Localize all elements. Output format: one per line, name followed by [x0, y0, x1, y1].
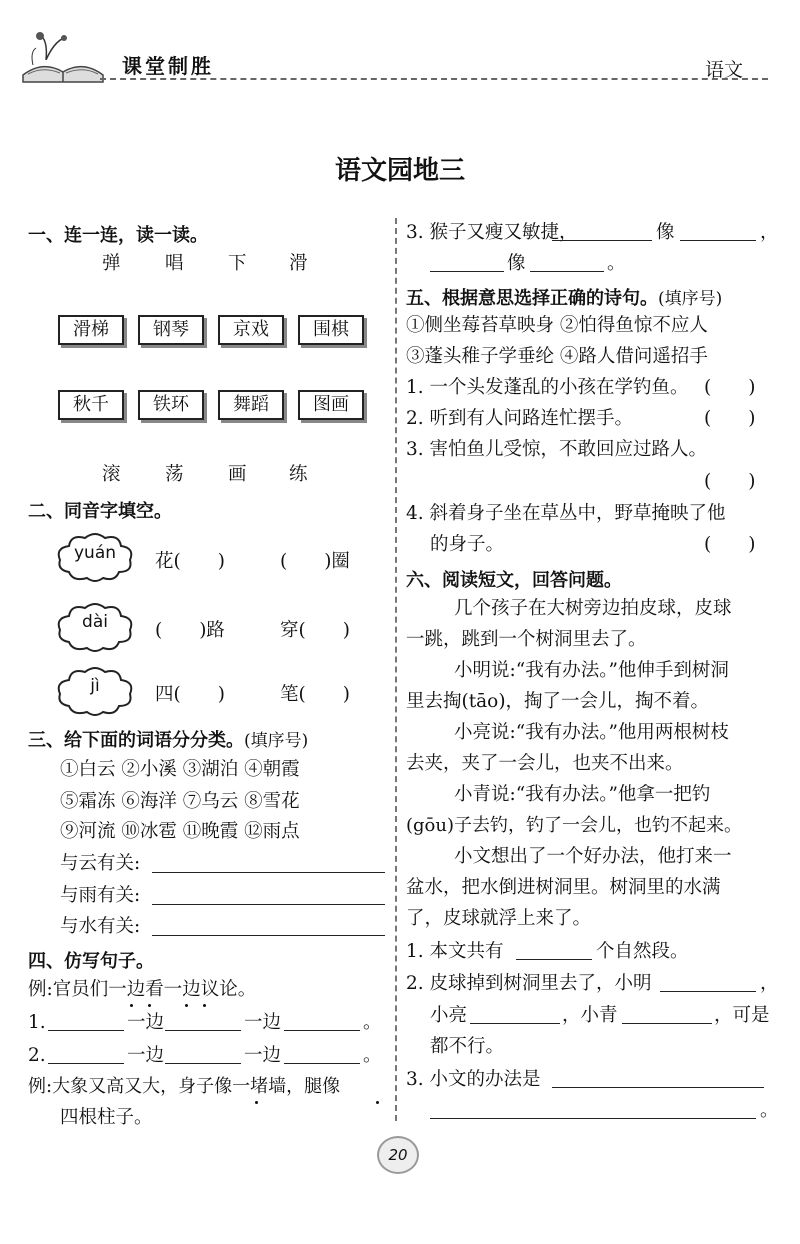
passage-line: 盆水，把水倒进树洞里。树洞里的水满 — [406, 877, 721, 898]
answer-line[interactable] — [152, 935, 385, 936]
section2-heading: 二、同音字填空。 — [28, 501, 172, 522]
question: ，可是 — [714, 1005, 770, 1026]
verb-xia: 下 — [228, 253, 247, 274]
answer-line[interactable] — [680, 240, 756, 241]
mid-text: 一边 — [244, 1045, 282, 1066]
passage-line: 一跳，跳到一个树洞里去了。 — [406, 629, 647, 650]
blank-si[interactable]: 四( ) — [155, 684, 225, 705]
emphasis-dot — [376, 1101, 379, 1104]
category-label: 与云有关: — [60, 853, 141, 874]
answer-line[interactable] — [48, 1063, 124, 1064]
passage-line: 小明说:“我有办法。”他伸手到树洞 — [454, 660, 729, 681]
header-logo-illustration — [18, 30, 108, 85]
passage-line: 几个孩子在大树旁边拍皮球，皮球 — [454, 598, 732, 619]
emphasis-dot — [255, 1101, 258, 1104]
period: 。 — [760, 1100, 779, 1121]
poem-options: ①侧坐莓苔草映身 ②怕得鱼惊不应人 — [406, 315, 708, 336]
passage-line: 去夹，夹了一会儿，也夹不出来。 — [406, 753, 684, 774]
pinyin-label: dài — [82, 612, 108, 632]
poem-options: ③蓬头稚子学垂纶 ④路人借问遥招手 — [406, 346, 708, 367]
answer-line[interactable] — [660, 991, 756, 992]
answer-line[interactable] — [552, 240, 652, 241]
answer-line[interactable] — [530, 271, 604, 272]
header-subject: 语文 — [705, 59, 744, 81]
word-box[interactable]: 铁环 — [138, 390, 204, 420]
question: 2. 皮球掉到树洞里去了，小明 — [406, 973, 652, 994]
passage-line: (gōu)子去钓，钓了一会儿，也钓不起来。 — [406, 815, 742, 836]
word-box[interactable]: 围棋 — [298, 315, 364, 345]
emphasis-dot — [130, 1004, 133, 1007]
line2-number: 2. — [28, 1045, 46, 1066]
section3-heading: 三、给下面的词语分分类。(填序号) — [28, 730, 309, 751]
verb-hua2: 画 — [228, 464, 247, 485]
word-box[interactable]: 京戏 — [218, 315, 284, 345]
blank-lu[interactable]: ( )路 — [155, 620, 225, 641]
header-brand: 课堂制胜 — [122, 54, 214, 78]
category-label: 与雨有关: — [60, 885, 141, 906]
category-label: 与水有关: — [60, 916, 141, 937]
question: 4. 斜着身子坐在草丛中，野草掩映了他 — [406, 503, 726, 524]
word-box[interactable]: 滑梯 — [58, 315, 124, 345]
answer-line[interactable] — [516, 959, 592, 960]
emphasis-dot — [148, 1004, 151, 1007]
example-sentence-2-cont: 四根柱子。 — [60, 1107, 153, 1128]
word-box[interactable]: 钢琴 — [138, 315, 204, 345]
answer-line[interactable] — [430, 271, 504, 272]
blank-dai[interactable]: 穿( ) — [280, 620, 350, 641]
line1-number: 1. — [28, 1012, 46, 1033]
section6-heading: 六、阅读短文，回答问题。 — [406, 570, 622, 591]
passage-line: 小青说:“我有办法。”他拿一把钓 — [454, 784, 711, 805]
answer-line[interactable] — [430, 1118, 756, 1119]
page-number: 20 — [377, 1136, 419, 1174]
word-box[interactable]: 舞蹈 — [218, 390, 284, 420]
answer-paren[interactable]: ( ) — [704, 377, 756, 398]
answer-line[interactable] — [152, 872, 385, 873]
emphasis-dot — [185, 1004, 188, 1007]
passage-line: 小亮说:“我有办法。”他用两根树枝 — [454, 722, 729, 743]
example-sentence-2: 例:大象又高又大，身子像一堵墙，腿像 — [28, 1076, 341, 1097]
blank-bi[interactable]: 笔( ) — [280, 684, 350, 705]
answer-line[interactable] — [470, 1023, 560, 1024]
verb-tan: 弹 — [102, 253, 121, 274]
header-divider — [100, 78, 768, 80]
answer-line[interactable] — [284, 1030, 360, 1031]
question-cont: 都不行。 — [430, 1036, 505, 1057]
example-sentence: 例:官员们一边看一边议论。 — [28, 979, 257, 1000]
word-box[interactable]: 图画 — [298, 390, 364, 420]
answer-paren[interactable]: ( ) — [704, 471, 756, 492]
period: 。 — [363, 1012, 382, 1033]
answer-line[interactable] — [165, 1030, 241, 1031]
answer-line[interactable] — [284, 1063, 360, 1064]
verb-hua: 滑 — [289, 253, 308, 274]
question: 个自然段。 — [596, 941, 689, 962]
r3-text: 3. 猴子又瘦又敏捷， — [406, 222, 578, 243]
page-title: 语文园地三 — [334, 156, 465, 186]
word-list-row: ①白云 ②小溪 ③湖泊 ④朝霞 — [60, 759, 300, 780]
comma: ， — [760, 973, 779, 994]
word-list-row: ⑤霜冻 ⑥海洋 ⑦乌云 ⑧雪花 — [60, 791, 300, 812]
r3-end: 。 — [607, 253, 626, 274]
pinyin-label: jì — [90, 676, 100, 696]
section4-heading: 四、仿写句子。 — [28, 951, 154, 972]
section5-heading: 五、根据意思选择正确的诗句。(填序号) — [406, 288, 723, 309]
section1-heading: 一、连一连，读一读。 — [28, 225, 208, 246]
r3-comma: ， — [760, 222, 779, 243]
passage-line: 了，皮球就浮上来了。 — [406, 908, 592, 929]
verb-gun: 滚 — [102, 464, 121, 485]
blank-hua[interactable]: 花( ) — [155, 551, 225, 572]
word-list-row: ⑨河流 ⑩冰雹 ⑪晚霞 ⑫雨点 — [60, 821, 300, 842]
answer-line[interactable] — [622, 1023, 712, 1024]
question: 小亮 — [430, 1005, 468, 1026]
pinyin-label: yuán — [73, 543, 117, 563]
emphasis-dot — [203, 1004, 206, 1007]
answer-line[interactable] — [48, 1030, 124, 1031]
question: 1. 本文共有 — [406, 941, 504, 962]
question-cont: 的身子。 — [430, 534, 505, 555]
period: 。 — [363, 1045, 382, 1066]
blank-quan[interactable]: ( )圈 — [280, 551, 350, 572]
passage-line: 小文想出了一个好办法，他打来一 — [454, 846, 732, 867]
answer-line[interactable] — [152, 904, 385, 905]
verb-chang: 唱 — [165, 253, 184, 274]
word-box[interactable]: 秋千 — [58, 390, 124, 420]
verb-lian: 练 — [289, 464, 308, 485]
mid-text: 一边 — [244, 1012, 282, 1033]
question: 2. 听到有人问路连忙摆手。 — [406, 408, 634, 429]
question: 3. 小文的办法是 — [406, 1069, 541, 1090]
verb-dang: 荡 — [165, 464, 184, 485]
column-divider — [395, 218, 397, 1121]
question: 1. 一个头发蓬乱的小孩在学钓鱼。 — [406, 377, 689, 398]
mid-text: 一边 — [127, 1012, 165, 1033]
question: 3. 害怕鱼儿受惊，不敢回应过路人。 — [406, 439, 708, 460]
mid-text: 一边 — [127, 1045, 165, 1066]
answer-paren[interactable]: ( ) — [704, 408, 756, 429]
answer-paren[interactable]: ( ) — [704, 534, 756, 555]
answer-line[interactable] — [552, 1087, 764, 1088]
r3-like: 像 — [507, 253, 526, 274]
passage-line: 里去掏(tāo)，掏了一会儿，掏不着。 — [406, 691, 710, 712]
question: ，小青 — [562, 1005, 618, 1026]
r3-like: 像 — [656, 222, 675, 243]
answer-line[interactable] — [165, 1063, 241, 1064]
